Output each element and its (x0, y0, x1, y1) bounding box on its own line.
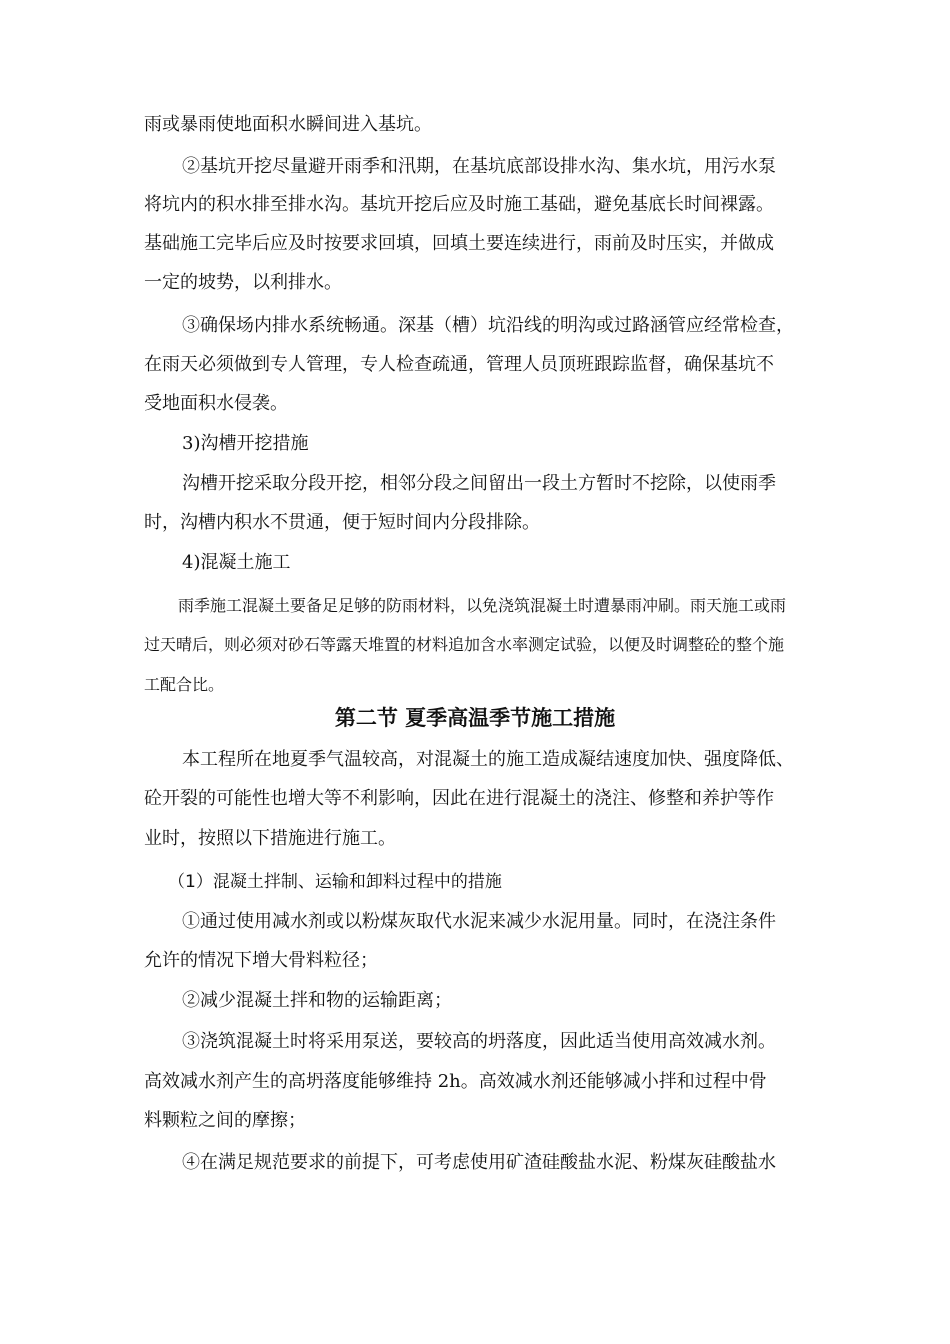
paragraph-line: 高效减水剂产生的高坍落度能够维持 2h。高效减水剂还能够减小拌和过程中骨 (144, 1071, 767, 1092)
paragraph-line: ④在满足规范要求的前提下，可考虑使用矿渣硅酸盐水泥、粉煤灰硅酸盐水 (182, 1152, 776, 1173)
paragraph-line: 砼开裂的可能性也增大等不利影响，因此在进行混凝土的浇注、修整和养护等作 (144, 788, 774, 809)
subsection-title: 4)混凝土施工 (182, 552, 291, 573)
paragraph-line: 允许的情况下增大骨料粒径； (144, 950, 378, 971)
paragraph-line: ②减少混凝土拌和物的运输距离； (182, 990, 452, 1011)
paragraph-line: ③浇筑混凝土时将采用泵送，要较高的坍落度，因此适当使用高效减水剂。 (182, 1031, 776, 1052)
paragraph-line: ①通过使用减水剂或以粉煤灰取代水泥来减少水泥用量。同时，在浇注条件 (182, 911, 776, 932)
paragraph-line: 一定的坡势，以利排水。 (144, 272, 342, 293)
paragraph-line: 过天晴后，则必须对砂石等露天堆置的材料追加含水率测定试验，以便及时调整砼的整个施 (144, 635, 785, 654)
paragraph-line: 业时，按照以下措施进行施工。 (144, 828, 396, 849)
paragraph-line: 时，沟槽内积水不贯通，便于短时间内分段排除。 (144, 512, 540, 533)
paragraph-line: 雨或暴雨使地面积水瞬间进入基坑。 (144, 114, 432, 135)
subsection-heading: （1）混凝土拌制、运输和卸料过程中的措施 (168, 872, 502, 892)
paragraph-line: ③确保场内排水系统畅通。深基（槽）坑沿线的明沟或过路涵管应经常检查， (182, 315, 794, 336)
paragraph-line: 本工程所在地夏季气温较高，对混凝土的施工造成凝结速度加快、强度降低、 (182, 749, 794, 770)
paragraph-line: 在雨天必须做到专人管理，专人检查疏通，管理人员顶班跟踪监督，确保基坑不 (144, 354, 774, 375)
paragraph-line: 雨季施工混凝土要备足足够的防雨材料，以免浇筑混凝土时遭暴雨冲刷。雨天施工或雨 (178, 596, 787, 615)
paragraph-line: 基础施工完毕后应及时按要求回填，回填土要连续进行，雨前及时压实，并做成 (144, 233, 774, 254)
paragraph-line: ②基坑开挖尽量避开雨季和汛期，在基坑底部设排水沟、集水坑，用污水泵 (182, 156, 776, 177)
subsection-title: 3)沟槽开挖措施 (182, 433, 309, 454)
paragraph-line: 沟槽开挖采取分段开挖，相邻分段之间留出一段土方暂时不挖除，以使雨季 (182, 473, 776, 494)
section-heading: 第二节 夏季高温季节施工措施 (334, 706, 616, 730)
paragraph-line: 工配合比。 (144, 675, 225, 694)
paragraph-line: 料颗粒之间的摩擦； (144, 1110, 306, 1131)
paragraph-line: 受地面积水侵袭。 (144, 393, 288, 414)
paragraph-line: 将坑内的积水排至排水沟。基坑开挖后应及时施工基础，避免基底长时间裸露。 (144, 194, 774, 215)
